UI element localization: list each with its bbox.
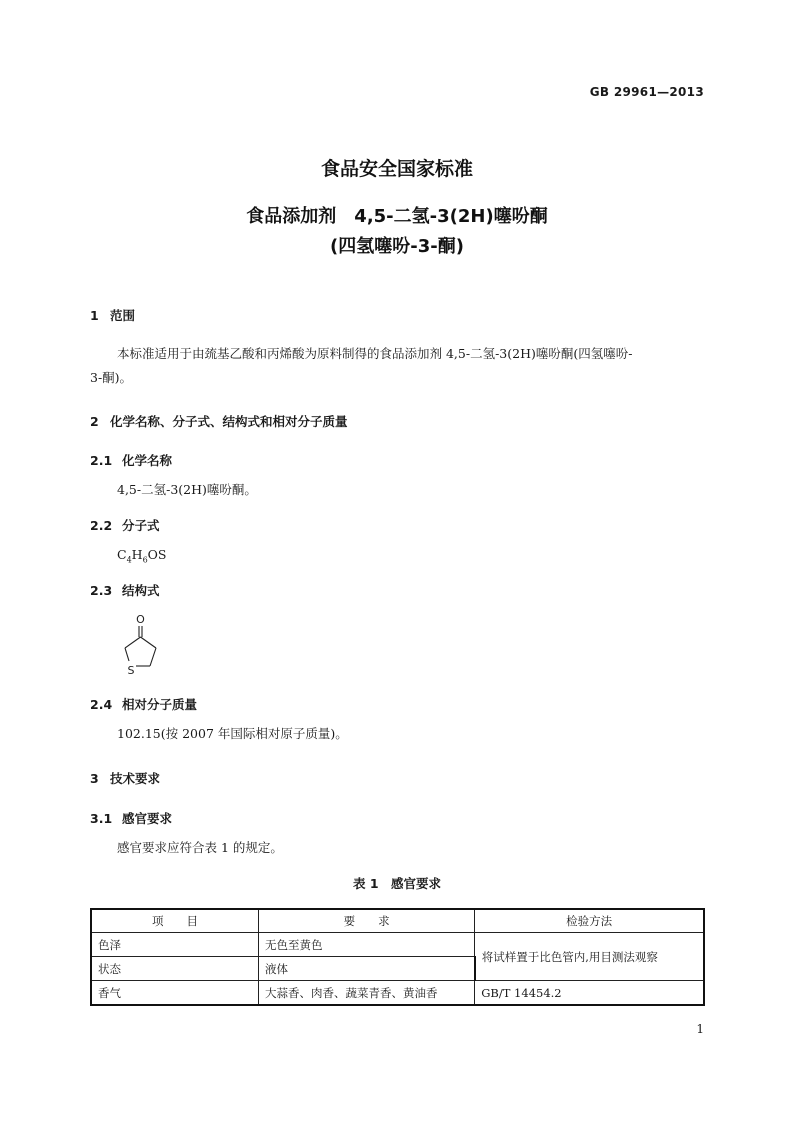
- section-2-4-heading: [90, 695, 197, 713]
- section-title: 感官要求: [122, 811, 173, 826]
- section-2-3-heading: [90, 581, 160, 599]
- section-title: 化学名称、分子式、结构式和相对分子质量: [110, 414, 348, 429]
- section-number: 3: [90, 771, 99, 786]
- section-title: 范围: [110, 308, 136, 323]
- standard-code: GB 29961—2013: [589, 85, 704, 99]
- section-number: 2.1: [90, 453, 113, 468]
- scope-text: 本标准适用于由巯基乙酸和丙烯酸为原料制得的食品添加剂 4,5-二氢-3(2H)噻吩酮(四氢噻吩-: [117, 346, 633, 361]
- page-number: 1: [696, 1022, 704, 1036]
- column-header-test-method: 检验方法: [475, 909, 704, 933]
- section-title: 化学名称: [122, 453, 173, 468]
- section-3-heading: [90, 769, 160, 787]
- structural-formula: [112, 612, 182, 682]
- section-number: 2: [90, 414, 99, 429]
- section-title: 结构式: [122, 583, 160, 598]
- cell-item: 状态: [91, 957, 258, 981]
- table-row: [91, 933, 704, 957]
- chemical-name: 4,5-二氢-3(2H)噻吩酮。: [117, 482, 257, 497]
- section-2-1-heading: [90, 451, 172, 469]
- section-number: 1: [90, 308, 99, 323]
- sulfur-atom-label: S: [127, 664, 135, 677]
- section-title: 分子式: [122, 518, 160, 533]
- section-number: 2.2: [90, 518, 113, 533]
- cell-requirement: 液体: [258, 957, 474, 981]
- section-title: 技术要求: [110, 771, 161, 786]
- section-2-heading: [90, 412, 348, 430]
- oxygen-atom-label: O: [136, 613, 145, 626]
- molecular-weight: 102.15(按 2007 年国际相对原子质量)。: [117, 726, 348, 741]
- sensory-requirement-text: 感官要求应符合表 1 的规定。: [117, 840, 283, 855]
- cell-test-method: GB/T 14454.2: [475, 981, 704, 1006]
- cell-requirement: 大蒜香、肉香、蔬菜青香、黄油香: [258, 981, 474, 1006]
- section-number: 2.4: [90, 697, 113, 712]
- table-row: [91, 981, 704, 1006]
- cell-item: 香气: [91, 981, 258, 1006]
- table-caption: 表 1 感官要求: [352, 876, 442, 891]
- document-title-alias: (四氢噻吩-3-酮): [330, 236, 464, 257]
- section-1-body: [90, 342, 705, 390]
- table-header-row: [91, 909, 704, 933]
- section-number: 3.1: [90, 811, 113, 826]
- molecular-formula: $C_4H_6OS$: [117, 547, 167, 565]
- sensory-requirements-table: [90, 908, 705, 1006]
- cell-requirement: 无色至黄色: [258, 933, 474, 957]
- document-title-product: 食品添加剂 4,5-二氢-3(2H)噻吩酮: [246, 206, 548, 227]
- cell-test-method-merged: 将试样置于比色管内,用目测法观察: [475, 933, 704, 981]
- section-title: 相对分子质量: [122, 697, 198, 712]
- cell-item: 色泽: [91, 933, 258, 957]
- section-2-2-heading: [90, 516, 160, 534]
- section-1-heading: [90, 306, 135, 324]
- section-3-1-heading: [90, 809, 172, 827]
- column-header-requirement: 要 求: [258, 909, 474, 933]
- section-number: 2.3: [90, 583, 113, 598]
- column-header-item: 项 目: [91, 909, 258, 933]
- scope-text-cont: 3-酮)。: [90, 370, 133, 385]
- document-title-main: 食品安全国家标准: [320, 158, 473, 180]
